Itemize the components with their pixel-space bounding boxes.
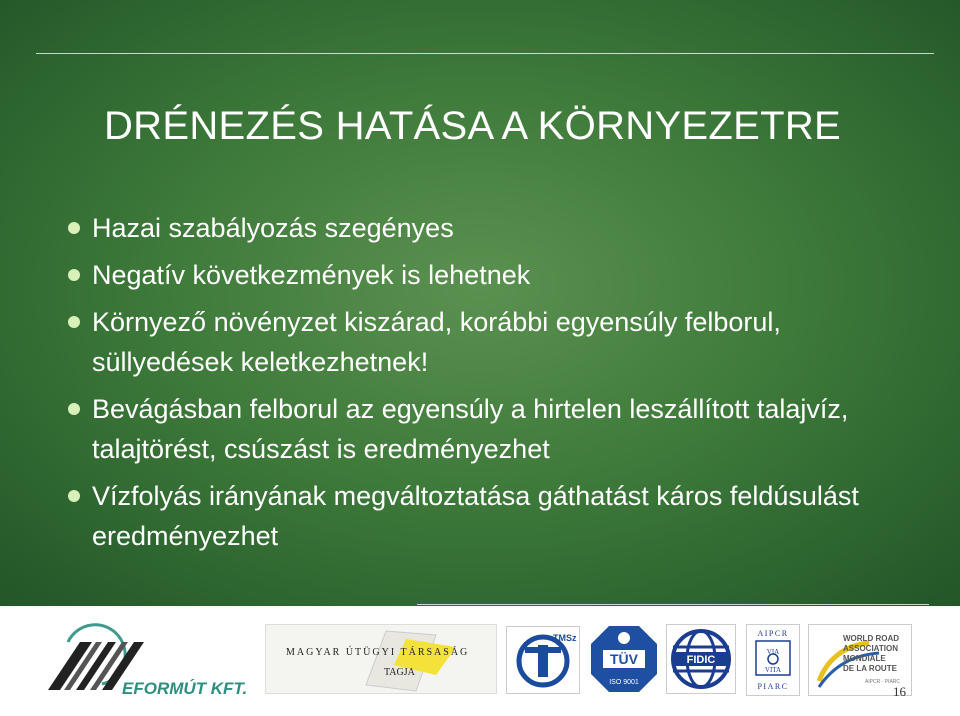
svg-text:ASSOCIATION: ASSOCIATION	[843, 644, 898, 653]
svg-text:VITA: VITA	[764, 666, 782, 674]
bullet-item: Vízfolyás irányának megváltoztatása gáthatást káros feldúsulást eredményezhet	[64, 476, 924, 556]
svg-text:TMSz: TMSz	[553, 633, 577, 643]
bottom-divider	[417, 604, 929, 605]
svg-text:DE LA ROUTE: DE LA ROUTE	[843, 664, 897, 673]
tmsz-logo	[506, 626, 580, 694]
piarc-logo	[746, 624, 800, 696]
svg-text:AIPCR · PIARC: AIPCR · PIARC	[865, 679, 901, 685]
reformut-logo	[30, 612, 270, 704]
svg-text:MONDIALE: MONDIALE	[843, 654, 886, 663]
svg-text:PIARC: PIARC	[757, 682, 789, 691]
svg-text:TÜV: TÜV	[610, 651, 638, 667]
svg-text:AIPCR: AIPCR	[757, 629, 789, 638]
bullet-item: Bevágásban felborul az egyensúly a hirtelen leszállított talajvíz, talajtörést, csúszást is eredményezhet	[64, 389, 924, 469]
bullet-dot-icon	[68, 490, 80, 502]
bullet-item: Hazai szabályozás szegényes	[64, 208, 924, 248]
page-number: 16	[893, 684, 906, 699]
bullet-dot-icon	[68, 316, 80, 328]
svg-text:VIA: VIA	[766, 648, 780, 656]
bullet-dot-icon	[68, 269, 80, 281]
utugyi-tarsasag-logo	[265, 624, 497, 694]
bullet-item: Negatív következmények is lehetnek	[64, 255, 924, 295]
slide-title: DRÉNEZÉS HATÁSA A KÖRNYEZETRE	[104, 104, 842, 148]
bullet-dot-icon	[68, 222, 80, 234]
svg-text:MAGYAR ÚTÜGYI TÁRSASÁG: MAGYAR ÚTÜGYI TÁRSASÁG	[286, 647, 470, 658]
bullet-dot-icon	[68, 403, 80, 415]
svg-text:EFORMÚT KFT.: EFORMÚT KFT.	[122, 679, 248, 698]
fidic-logo	[666, 624, 736, 694]
svg-text:ISO 9001: ISO 9001	[609, 679, 639, 686]
bullet-list	[64, 208, 924, 563]
bullet-item: Környező növényzet kiszárad, korábbi egyensúly felborul, süllyedések keletkezhetnek!	[64, 302, 924, 382]
svg-text:WORLD ROAD: WORLD ROAD	[843, 634, 899, 643]
top-divider	[36, 53, 934, 54]
svg-text:FIDIC: FIDIC	[686, 654, 716, 666]
tuv-logo	[589, 624, 659, 694]
svg-text:TAGJA: TAGJA	[384, 667, 415, 678]
